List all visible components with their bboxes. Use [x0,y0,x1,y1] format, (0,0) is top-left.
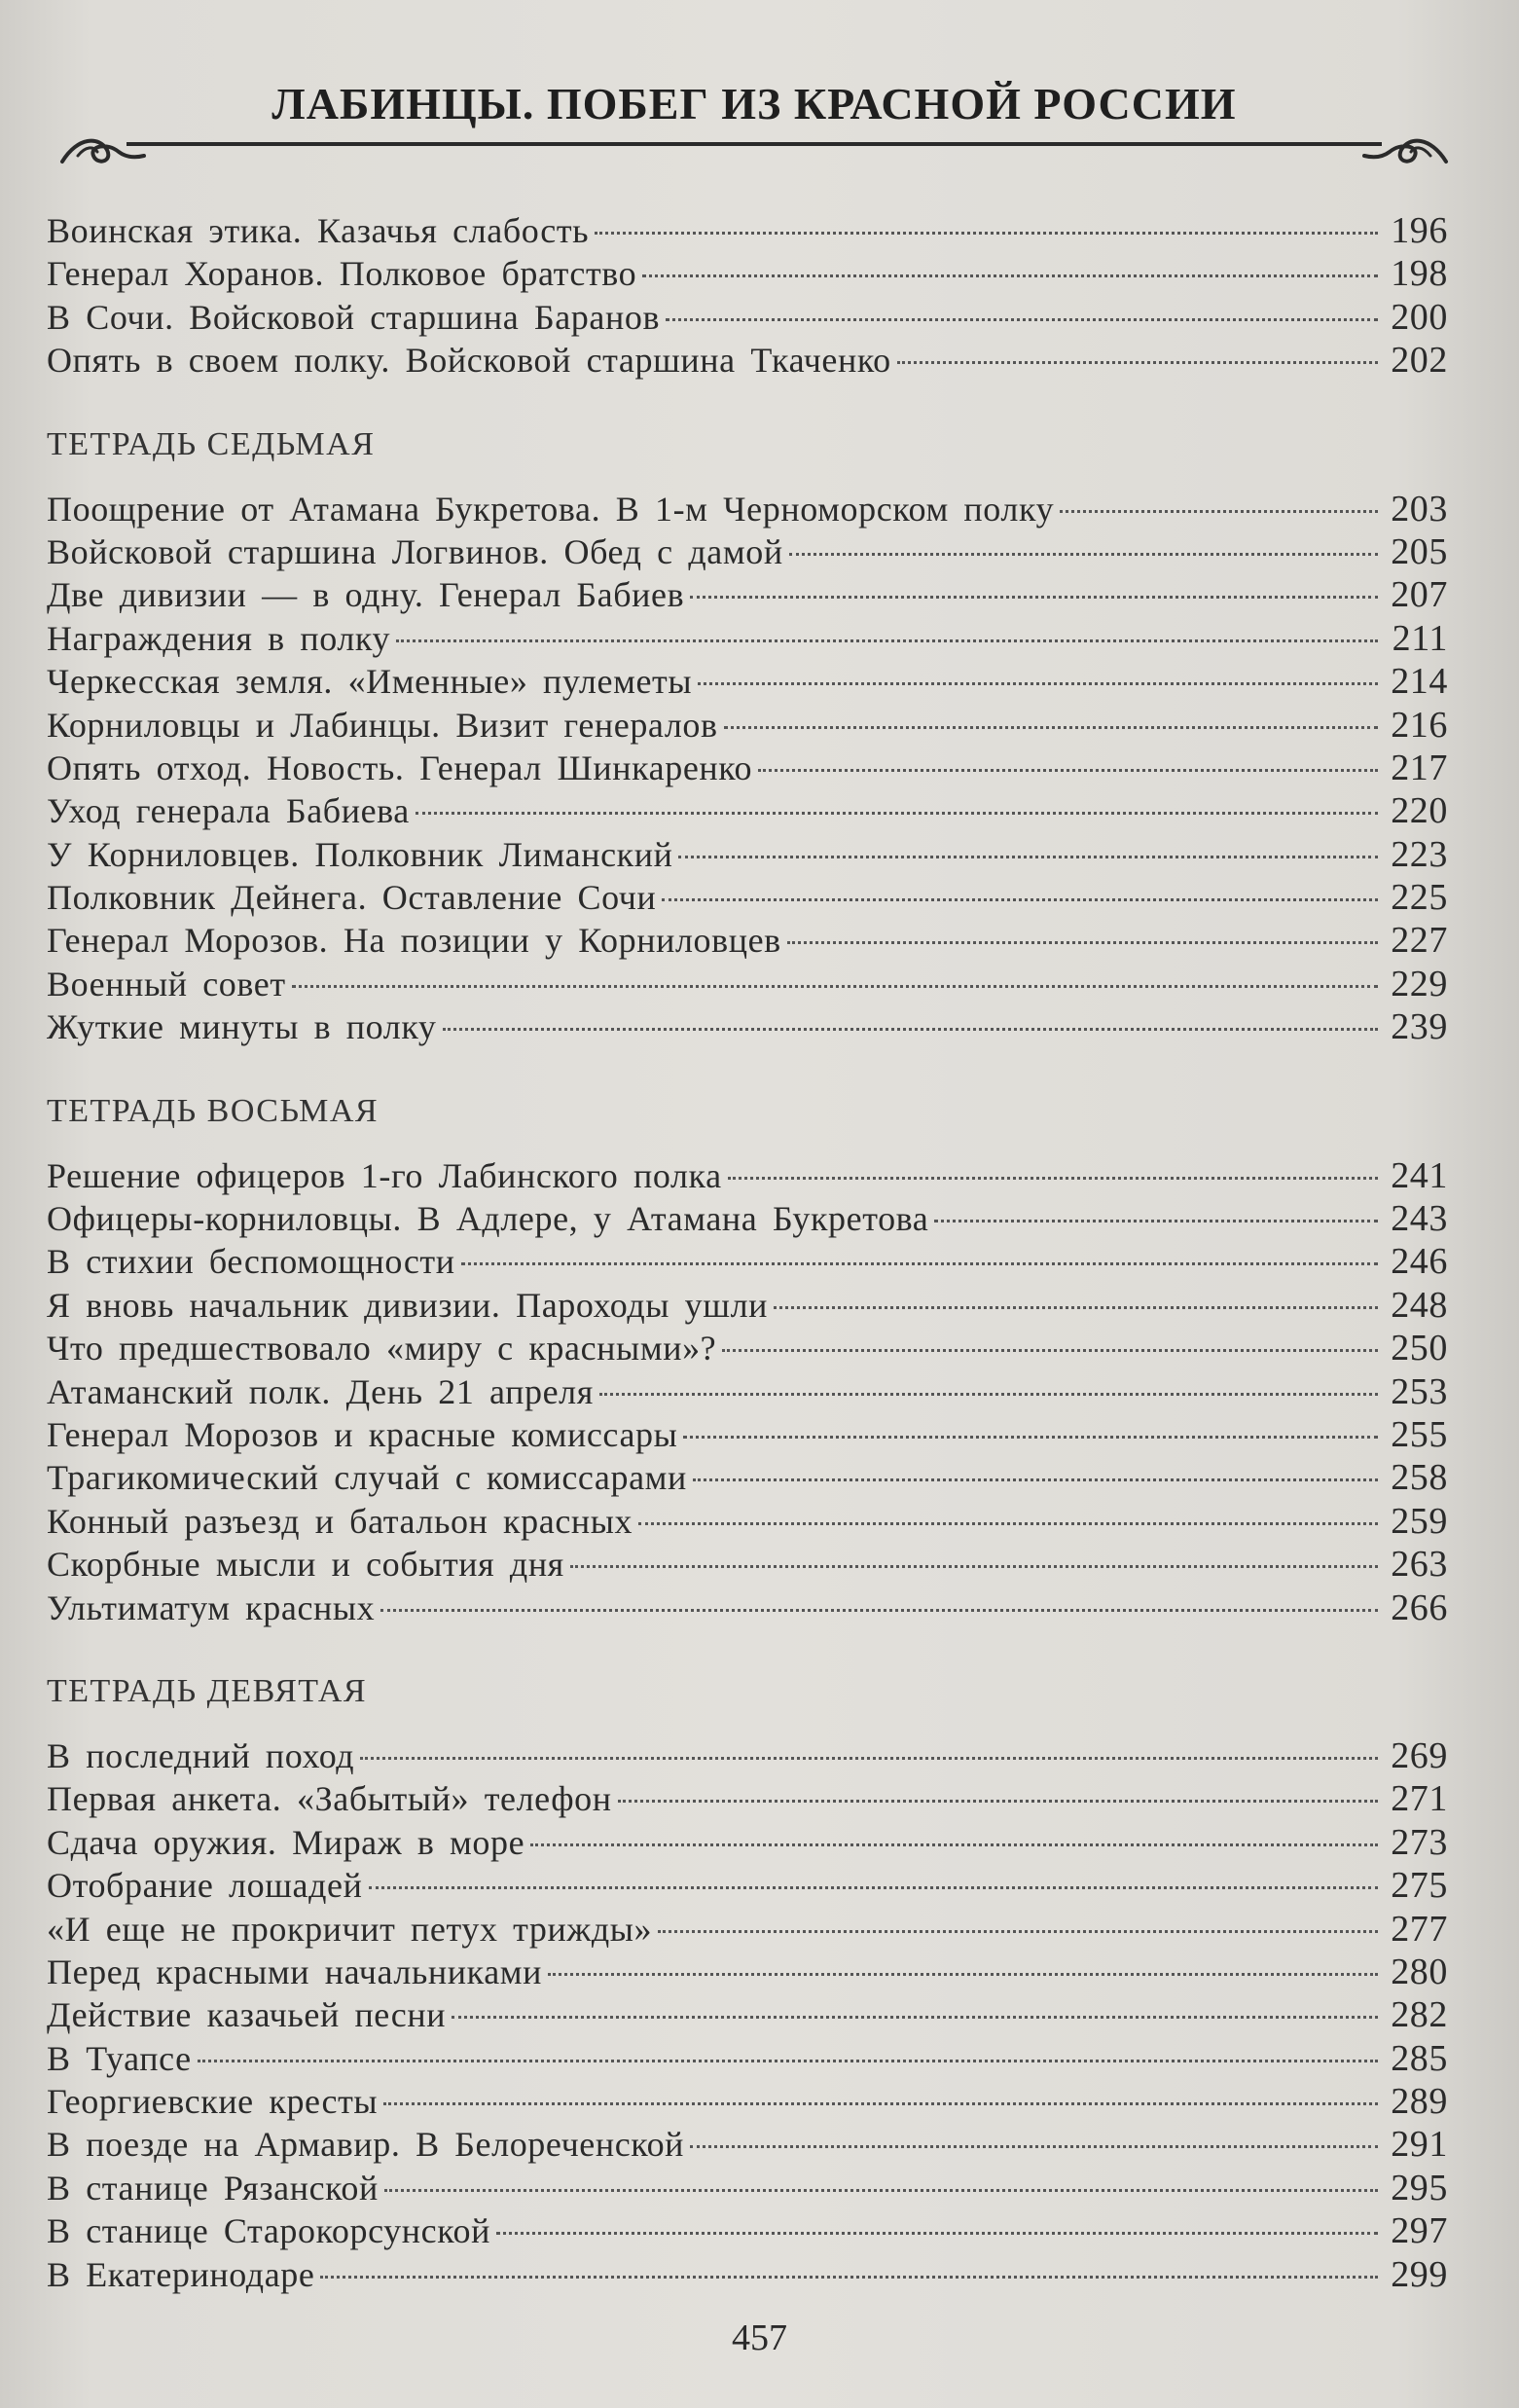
toc-entry [47,747,1448,789]
toc-entry-title: В станице Рязанской [47,2168,379,2207]
toc-entry [47,2253,1448,2296]
toc-entry-page: 198 [1391,253,1448,295]
toc-leader-dots [618,1800,1378,1803]
toc-entry-title: Скорбные мысли и события дня [47,1545,564,1585]
toc-entry-page: 269 [1391,1734,1448,1776]
toc-entry-title: В станице Старокорсунской [47,2211,490,2251]
toc-entry-title: Атаманский полк. День 21 апреля [47,1371,594,1411]
toc-entry-title: Я вновь начальник дивизии. Пароходы ушли [47,1285,769,1325]
toc-leader-dots [570,1565,1378,1568]
toc-entry-page: 216 [1391,704,1448,746]
toc-entry-page: 266 [1391,1587,1448,1628]
toc-entry-title: Трагикомический случай с комиссарами [47,1458,687,1498]
running-header [58,68,1450,165]
toc-entry-page: 207 [1391,574,1448,616]
toc-entry-page: 271 [1391,1778,1448,1820]
toc-leader-dots [443,1028,1378,1031]
toc-entry-title: Опять в своем полку. Войсковой старшина Ткаченко [47,341,891,381]
toc-entry [47,530,1448,573]
toc-entry-title: Действие казачьей песни [47,1995,447,2035]
toc-leader-dots [722,1349,1378,1352]
toc-entry [47,1284,1448,1327]
toc-entry [47,1413,1448,1456]
toc-entry [47,660,1448,703]
toc-leader-dots [728,1177,1378,1180]
toc-section [47,1082,1448,1629]
toc-entry [47,2167,1448,2209]
section-heading: ТЕТРАДЬ ВОСЬМАЯ [47,1092,380,1129]
toc-entry-page: 285 [1391,2037,1448,2079]
toc-leader-dots [758,769,1378,772]
toc-entry-page: 248 [1391,1284,1448,1326]
toc-section [47,1662,1448,2296]
toc-entry-title: В Туапсе [47,2038,192,2078]
toc-entry-page: 263 [1391,1544,1448,1586]
toc-entry-page: 259 [1391,1500,1448,1542]
toc-entry [47,1587,1448,1629]
toc-entry [47,963,1448,1005]
toc-entry-title: В последний поход [47,1735,355,1775]
toc-entry-page: 250 [1391,1328,1448,1369]
toc-leader-dots [360,1757,1378,1760]
toc-entry-page: 275 [1391,1865,1448,1907]
toc-leader-dots [461,1262,1378,1265]
toc-entry-page: 220 [1391,790,1448,832]
toc-section [47,416,1448,1049]
toc-entry-page: 280 [1391,1951,1448,1992]
toc-leader-dots [530,1843,1378,1846]
toc-leader-dots [698,682,1378,685]
toc-entry [47,789,1448,832]
toc-entry [47,919,1448,962]
section-heading: ТЕТРАДЬ СЕДЬМАЯ [47,425,376,462]
toc-entry-title: Военный совет [47,964,286,1003]
toc-entry-title: Уход генерала Бабиева [47,791,410,831]
toc-entry [47,1993,1448,2036]
toc-entry-title: Перед красными начальниками [47,1952,543,1991]
toc-entry-page: 203 [1391,488,1448,529]
running-header-title: ЛАБИНЦЫ. ПОБЕГ ИЗ КРАСНОЙ РОССИИ [271,79,1237,128]
toc-entry [47,1500,1448,1543]
toc-entry [47,1154,1448,1197]
toc-entry [47,1777,1448,1820]
toc-entry [47,1543,1448,1586]
toc-entry [47,876,1448,919]
toc-leader-dots [774,1306,1378,1309]
toc-leader-dots [292,985,1378,988]
header-rule [127,142,1382,146]
toc-leader-dots [690,2145,1378,2148]
toc-leader-dots [678,856,1378,858]
toc-entry-title: В поезде на Армавир. В Белореченской [47,2125,685,2165]
toc-leader-dots [595,232,1378,235]
toc-entry-page: 241 [1391,1154,1448,1196]
toc-leader-dots [383,2102,1378,2105]
toc-entry-page: 282 [1391,1994,1448,2036]
toc-entry [47,573,1448,616]
toc-entry-page: 253 [1391,1370,1448,1412]
toc-entry [47,1821,1448,1864]
toc-entry-title: Георгиевские кресты [47,2082,379,2122]
toc-entry-title: Опять отход. Новость. Генерал Шинкаренко [47,748,753,787]
table-of-contents [47,209,1448,2296]
toc-entry-page: 295 [1391,2167,1448,2208]
toc-entry-page: 202 [1391,340,1448,382]
toc-entry-page: 239 [1391,1006,1448,1048]
toc-leader-dots [666,318,1378,321]
toc-entry-page: 200 [1391,296,1448,338]
toc-entry-page: 258 [1391,1457,1448,1499]
toc-entry-title: «И еще не прокричит петух трижды» [47,1909,653,1949]
page-number: 457 [732,2317,787,2358]
toc-entry-title: Сдача оружия. Мираж в море [47,1822,525,1862]
toc-entry-title: Корниловцы и Лабинцы. Визит генералов [47,705,718,745]
toc-entry-title: В стихии беспомощности [47,1242,455,1282]
toc-leader-dots [724,726,1378,729]
toc-entry-title: Конный разъезд и батальон красных [47,1501,633,1541]
toc-entry [47,833,1448,876]
toc-entry [47,1951,1448,1993]
toc-entry [47,617,1448,660]
toc-entry-title: Воинская этика. Казачья слабость [47,211,590,250]
toc-leader-dots [548,1973,1378,1976]
toc-entry-title: Две дивизии — в одну. Генерал Бабиев [47,575,685,615]
toc-entry [47,1456,1448,1499]
toc-leader-dots [638,1522,1378,1525]
toc-entry-page: 297 [1391,2210,1448,2252]
toc-entry-page: 223 [1391,833,1448,875]
toc-leader-dots [662,898,1378,901]
toc-entry-title: У Корниловцев. Полковник Лиманский [47,834,673,874]
toc-entry-page: 227 [1391,920,1448,962]
toc-entry [47,339,1448,382]
toc-entry-title: Отобрание лошадей [47,1866,363,1906]
toc-entry-page: 229 [1391,963,1448,1004]
toc-leader-dots [658,1930,1378,1933]
toc-entry [47,252,1448,295]
toc-entry [47,296,1448,339]
toc-leader-dots [787,941,1378,944]
toc-entry-page: 243 [1391,1198,1448,1240]
toc-entry-title: Офицеры-корниловцы. В Адлере, у Атамана Букретова [47,1199,929,1239]
toc-leader-dots [599,1393,1378,1396]
toc-entry-title: Черкесская земля. «Именные» пулеметы [47,662,693,702]
toc-entry-title: Генерал Морозов. На позиции у Корниловцев [47,921,781,961]
toc-entry-title: Что предшествовало «миру с красными»? [47,1329,717,1368]
toc-entry-title: Жуткие минуты в полку [47,1007,437,1047]
toc-entry-page: 289 [1391,2081,1448,2123]
toc-entry [47,1197,1448,1240]
toc-entry-page: 196 [1391,210,1448,251]
toc-entry-page: 291 [1391,2124,1448,2166]
toc-leader-dots [693,1478,1378,1481]
toc-leader-dots [897,361,1378,364]
toc-entry [47,488,1448,530]
toc-leader-dots [384,2189,1378,2192]
section-heading: ТЕТРАДЬ ДЕВЯТАЯ [47,1672,368,1709]
toc-leader-dots [320,2276,1378,2279]
toc-entry [47,2080,1448,2123]
toc-entry [47,2037,1448,2080]
toc-leader-dots [496,2232,1378,2235]
toc-entry-page: 273 [1391,1821,1448,1863]
toc-intro-list [47,209,1448,383]
toc-leader-dots [198,2060,1378,2062]
toc-leader-dots [934,1220,1378,1222]
toc-leader-dots [452,2016,1378,2019]
toc-entry [47,704,1448,747]
toc-leader-dots [369,1886,1379,1889]
toc-entry-title: Поощрение от Атамана Букретова. В 1-м Черноморском полку [47,489,1055,529]
toc-entry-page: 277 [1391,1908,1448,1950]
toc-leader-dots [642,274,1378,277]
toc-entry [47,1370,1448,1413]
toc-entry-title: Ультиматум красных [47,1587,376,1627]
toc-entry [47,1327,1448,1369]
toc-entry-page: 255 [1391,1413,1448,1455]
toc-entry-page: 246 [1391,1241,1448,1283]
toc-entry-page: 217 [1391,747,1448,788]
toc-leader-dots [789,553,1378,556]
toc-leader-dots [683,1436,1378,1439]
toc-entry-title: В Сочи. Войсковой старшина Баранов [47,297,661,337]
toc-leader-dots [396,639,1378,642]
toc-entry-title: Решение офицеров 1-го Лабинского полка [47,1155,722,1195]
toc-leader-dots [380,1609,1378,1612]
toc-entry-title: Генерал Морозов и красные комиссары [47,1414,678,1454]
flourish-right-icon [1362,117,1450,175]
toc-leader-dots [690,596,1378,599]
toc-entry-page: 211 [1392,617,1448,659]
toc-leader-dots [416,812,1378,815]
toc-entry-page: 299 [1391,2253,1448,2295]
toc-entry-page: 205 [1391,530,1448,572]
toc-entry-page: 225 [1391,877,1448,919]
toc-entry-title: Награждения в полку [47,618,391,658]
toc-entry-title: Полковник Дейнега. Оставление Сочи [47,878,657,918]
toc-entry [47,2209,1448,2252]
toc-entry [47,209,1448,252]
toc-entry [47,1908,1448,1951]
toc-entry [47,1864,1448,1907]
toc-entry-title: Первая анкета. «Забытый» телефон [47,1779,612,1819]
toc-entry-title: Войсковой старшина Логвинов. Обед с дамой [47,531,783,571]
toc-leader-dots [1060,510,1378,513]
toc-entry-page: 214 [1391,661,1448,703]
toc-entry [47,1005,1448,1048]
toc-entry-title: Генерал Хоранов. Полковое братство [47,254,637,294]
toc-entry [47,1240,1448,1283]
toc-entry [47,1734,1448,1777]
toc-entry-title: В Екатеринодаре [47,2254,315,2294]
toc-entry [47,2123,1448,2166]
